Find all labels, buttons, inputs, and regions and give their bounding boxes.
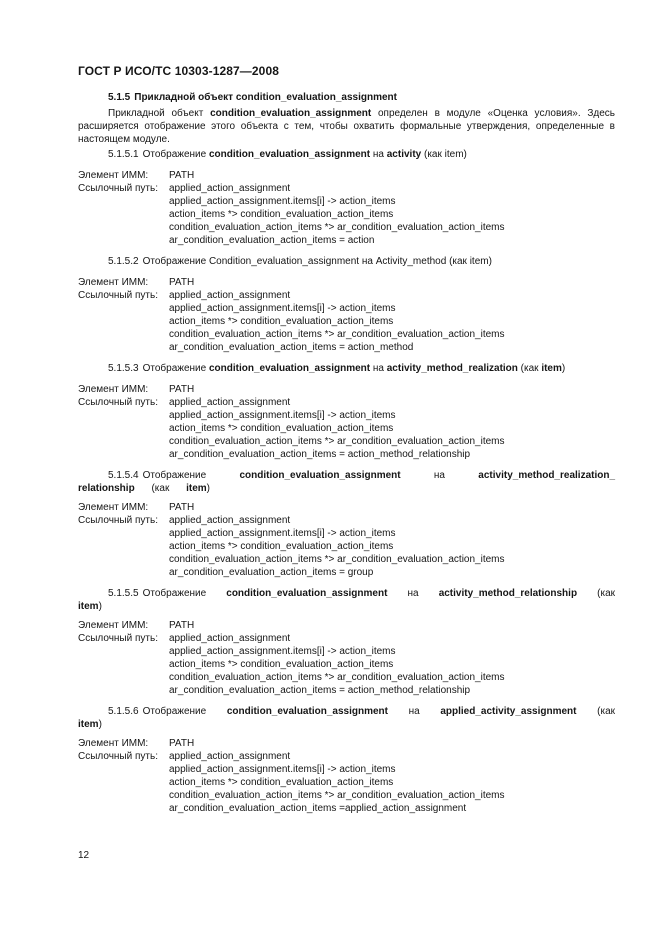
subclause-item: item	[78, 719, 99, 730]
element-label: Элемент ИММ:	[78, 502, 149, 513]
subclause-heading	[78, 255, 615, 268]
subclause-text: )	[98, 719, 102, 730]
element-row	[78, 169, 615, 182]
subclause-text: на	[359, 256, 376, 267]
subclause-text: (как	[517, 363, 542, 374]
path-line: applied_action_assignment.items[i] -> action_items	[169, 196, 396, 207]
path-line: condition_evaluation_action_items *> ar_condition_evaluation_action_items	[169, 554, 505, 565]
path-row	[78, 396, 615, 409]
element-row	[78, 737, 615, 750]
path-line: applied_action_assignment	[169, 183, 291, 194]
paragraph-text-end: определен в модуле «Оценка условия». Здесь расширяется отображение этого объекта с тем, чтобы охватить формальные утверждения, определенные в настоящем модуле.	[78, 108, 615, 145]
path-line: condition_evaluation_action_items *> ar_condition_evaluation_action_items	[169, 790, 505, 801]
element-value: PATH	[169, 620, 195, 631]
subclause-target: activity_method_realization_ relationship	[78, 470, 616, 494]
subclause-text: Отображение	[142, 588, 227, 599]
path-line: applied_action_assignment	[169, 751, 291, 762]
path-label: Ссылочный путь:	[78, 290, 158, 301]
subclause-text: (как	[577, 588, 616, 599]
element-row	[78, 383, 615, 396]
clause-title: Прикладной объект condition_evaluation_assignment	[134, 92, 397, 103]
mapping-block	[78, 737, 615, 815]
element-row	[78, 276, 615, 289]
subclause-target: activity_method_relationship	[438, 588, 578, 599]
element-value: PATH	[169, 502, 195, 513]
path-line: ar_condition_evaluation_action_items = action	[169, 235, 375, 246]
mapping-block	[78, 276, 615, 354]
path-line: action_items *> condition_evaluation_action_items	[169, 316, 394, 327]
subclause-text: Отображение	[142, 256, 209, 267]
path-label: Ссылочный путь:	[78, 633, 158, 644]
standard-header: ГОСТ Р ИСО/ТС 10303-1287—2008	[78, 64, 279, 78]
path-line: action_items *> condition_evaluation_action_items	[169, 659, 394, 670]
path-line: applied_action_assignment.items[i] -> action_items	[169, 528, 396, 539]
path-line: applied_action_assignment.items[i] -> action_items	[169, 646, 396, 657]
path-row	[78, 632, 615, 645]
subclause-entity: condition_evaluation_assignment	[226, 706, 388, 717]
subclause-heading	[78, 705, 615, 731]
element-label: Элемент ИММ:	[78, 384, 149, 395]
element-label: Элемент ИММ:	[78, 620, 149, 631]
subclause-text: на	[370, 149, 387, 160]
subclause-text: )	[98, 601, 102, 612]
subclause-text: на	[370, 363, 387, 374]
path-line: action_items *> condition_evaluation_action_items	[169, 423, 394, 434]
subclause-entity: condition_evaluation_assignment	[226, 588, 388, 599]
paragraph-entity: condition_evaluation_assignment	[210, 108, 372, 119]
path-line: applied_action_assignment.items[i] -> action_items	[169, 303, 396, 314]
subclause-target: activity	[386, 149, 422, 160]
element-value: PATH	[169, 384, 195, 395]
subclause-text: Отображение	[142, 706, 227, 717]
subclause-number: 5.1.5.4	[108, 470, 139, 481]
subclause-number: 5.1.5.3	[108, 363, 139, 374]
subclause-number: 5.1.5.1	[108, 149, 139, 160]
element-value: PATH	[169, 738, 195, 749]
clause-heading	[78, 91, 615, 104]
path-line: applied_action_assignment	[169, 633, 291, 644]
path-line: condition_evaluation_action_items *> ar_condition_evaluation_action_items	[169, 222, 505, 233]
path-line: ar_condition_evaluation_action_items = action_method	[169, 342, 414, 353]
subclause-text: на	[400, 470, 479, 481]
path-label: Ссылочный путь:	[78, 515, 158, 526]
subclause-number: 5.1.5.6	[108, 706, 139, 717]
subclause-text: Отображение	[142, 363, 209, 374]
path-line: ar_condition_evaluation_action_items = action_method_relationship	[169, 449, 471, 460]
subclause-target: applied_activity_assignment	[440, 706, 577, 717]
subclause-text: (как item)	[421, 149, 467, 160]
mapping-block	[78, 501, 615, 579]
path-line: action_items *> condition_evaluation_action_items	[169, 209, 394, 220]
subclause-heading	[78, 469, 615, 495]
path-line: action_items *> condition_evaluation_action_items	[169, 777, 394, 788]
subclause-number: 5.1.5.5	[108, 588, 139, 599]
subclause-entity: Condition_evaluation_assignment	[208, 256, 360, 267]
element-row	[78, 619, 615, 632]
mapping-block	[78, 619, 615, 697]
document-body	[78, 91, 615, 823]
path-line: applied_action_assignment	[169, 397, 291, 408]
path-line: action_items *> condition_evaluation_action_items	[169, 541, 394, 552]
subclause-target: Activity_method	[375, 256, 447, 267]
subclause-text: Отображение	[142, 470, 240, 481]
subclause-entity: condition_evaluation_assignment	[208, 149, 371, 160]
element-label: Элемент ИММ:	[78, 738, 149, 749]
subclause-text: на	[387, 706, 441, 717]
subclause-text: на	[387, 588, 439, 599]
subclause-text: (как	[134, 483, 187, 494]
path-line: ar_condition_evaluation_action_items = action_method_relationship	[169, 685, 471, 696]
subclause-text: (как	[576, 706, 615, 717]
subclause-item: item	[541, 363, 562, 374]
subclause-target: activity_method_realization	[386, 363, 518, 374]
paragraph-text-start: Прикладной объект	[108, 108, 211, 119]
subclause-heading	[78, 587, 615, 613]
element-label: Элемент ИММ:	[78, 277, 149, 288]
subclause-item: item	[186, 483, 207, 494]
path-line: condition_evaluation_action_items *> ar_condition_evaluation_action_items	[169, 329, 505, 340]
path-row	[78, 514, 615, 527]
clause-number: 5.1.5	[108, 92, 131, 103]
subclause-text: (как item)	[446, 256, 492, 267]
mapping-block	[78, 169, 615, 247]
path-line: applied_action_assignment.items[i] -> action_items	[169, 410, 396, 421]
path-label: Ссылочный путь:	[78, 397, 158, 408]
element-value: PATH	[169, 277, 195, 288]
subclause-entity: condition_evaluation_assignment	[208, 363, 371, 374]
subclause-text: Отображение	[142, 149, 209, 160]
path-label: Ссылочный путь:	[78, 183, 158, 194]
path-line: ar_condition_evaluation_action_items = group	[169, 567, 374, 578]
path-line: condition_evaluation_action_items *> ar_condition_evaluation_action_items	[169, 436, 505, 447]
path-label: Ссылочный путь:	[78, 751, 158, 762]
path-line: applied_action_assignment.items[i] -> action_items	[169, 764, 396, 775]
path-line: applied_action_assignment	[169, 515, 291, 526]
path-line: condition_evaluation_action_items *> ar_condition_evaluation_action_items	[169, 672, 505, 683]
subclause-text: )	[206, 483, 211, 494]
subclause-heading	[78, 148, 615, 161]
subclause-entity: condition_evaluation_assignment	[239, 470, 401, 481]
subclause-item: item	[78, 601, 99, 612]
element-row	[78, 501, 615, 514]
subclause-number: 5.1.5.2	[108, 256, 139, 267]
path-row	[78, 750, 615, 763]
clause-paragraph	[78, 107, 615, 146]
element-label: Элемент ИММ:	[78, 170, 149, 181]
path-row	[78, 182, 615, 195]
path-line: applied_action_assignment	[169, 290, 291, 301]
page-number: 12	[78, 850, 90, 861]
mapping-block	[78, 383, 615, 461]
path-row	[78, 289, 615, 302]
path-line: ar_condition_evaluation_action_items =applied_action_assignment	[169, 803, 467, 814]
subclause-heading	[78, 362, 615, 375]
element-value: PATH	[169, 170, 195, 181]
subclause-text: )	[561, 363, 566, 374]
